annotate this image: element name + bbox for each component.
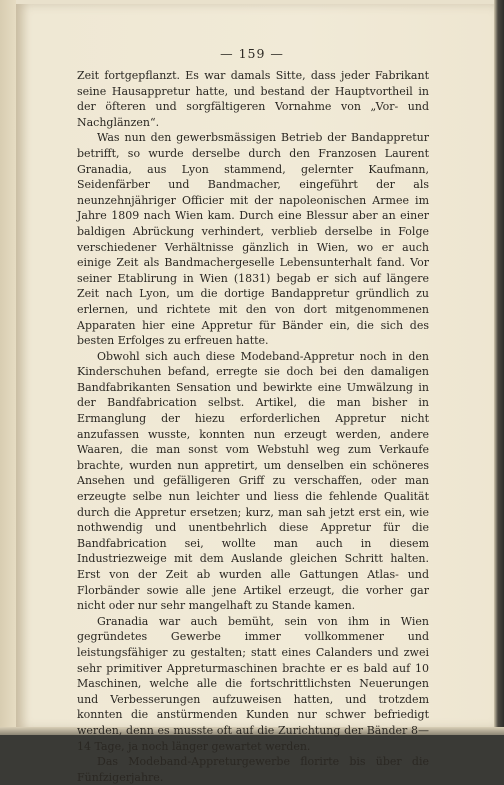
page-edge: [494, 0, 504, 735]
paragraph: Was nun den gewerbsmässigen Betrieb der Bandappretur betrifft, so wurde derselbe durch den Franzosen Laurent Granadia, aus Lyon stammend, gelernter Kaufmann, Seidenfärber und Bandmacher, eingeführt der als neunzehnjähriger Officier mit der napoleonischen Armee im Jahre 1809 nach Wien kam. Durch eine Blessur aber an einer baldigen Abrückung verhindert, verblieb derselbe in Folge verschiedener Verhältnisse gänzlich in Wien, wo er auch einige Zeit als Bandmachergeselle Lebensunterhalt fand. Vor seiner Etablirung in Wien (1831) begab er sich auf längere Zeit nach Lyon, um die dortige Bandappretur gründlich zu erlernen, und richtete mit den von dort mitgenommenen Apparaten hier eine Appretur für Bänder ein, die sich des besten Erfolges zu erfreuen hatte.: [77, 131, 429, 348]
paragraph: Zeit fortgepflanzt. Es war damals Sitte, dass jeder Fabrikant seine Hausappretur hatte, und bestand der Hauptvortheil in der öfteren und sorgfältigeren Vornahme von „Vor- und Nachglänzen“.: [77, 69, 429, 129]
body-text: [77, 68, 429, 785]
paragraph: Das Modeband-Appreturgewerbe florirte bis über die Fünfzigerjahre.: [77, 755, 429, 784]
page-number: — 159 —: [220, 46, 284, 61]
paragraph: Obwohl sich auch diese Modeband-Appretur noch in den Kinderschuhen befand, erregte sie doch bei den damaligen Bandfabrikanten Sensation und bewirkte eine Umwälzung in der Bandfabrication selbst. Artikel, die man bisher in Ermanglung der hiezu erforderlichen Appretur nicht anzufassen wusste, konnten nun erzeugt werden, andere Waaren, die man sonst vom Webstuhl weg zum Verkaufe brachte, wurden nun appretirt, um denselben ein schöneres Ansehen und gefälligeren Griff zu verschaffen, oder man erzeugte selbe nun leichter und liess die fehlende Qualität durch die Appretur ersetzen; kurz, man sah jetzt erst ein, wie nothwendig und unentbehrlich diese Appretur für die Bandfabrication sei, wollte man auch in diesem Industriezweige mit dem Auslande gleichen Schritt halten. Erst von der Zeit ab wurden alle Gattungen Atlas- und Florbänder sowie alle jene Artikel erzeugt, die vorher gar nicht oder nur sehr mangelhaft zu Stande kamen.: [77, 349, 429, 613]
book-gutter: [0, 0, 16, 735]
paragraph: Granadia war auch bemüht, sein von ihm in Wien gegründetes Gewerbe immer vollkommener und leistungsfähiger zu gestalten; statt eines Calanders und zwei sehr primitiver Appreturmaschinen brachte er es bald auf 10 Maschinen, welche alle die fortschrittlichsten Neuerungen und Verbesserungen aufzuweisen hatten, und trotzdem konnten die anstürmenden Kunden nur schwer befriedigt werden, denn es musste oft auf die Zurichtung der Bänder 8—14 Tage, ja noch länger gewartet werden.: [77, 614, 429, 753]
